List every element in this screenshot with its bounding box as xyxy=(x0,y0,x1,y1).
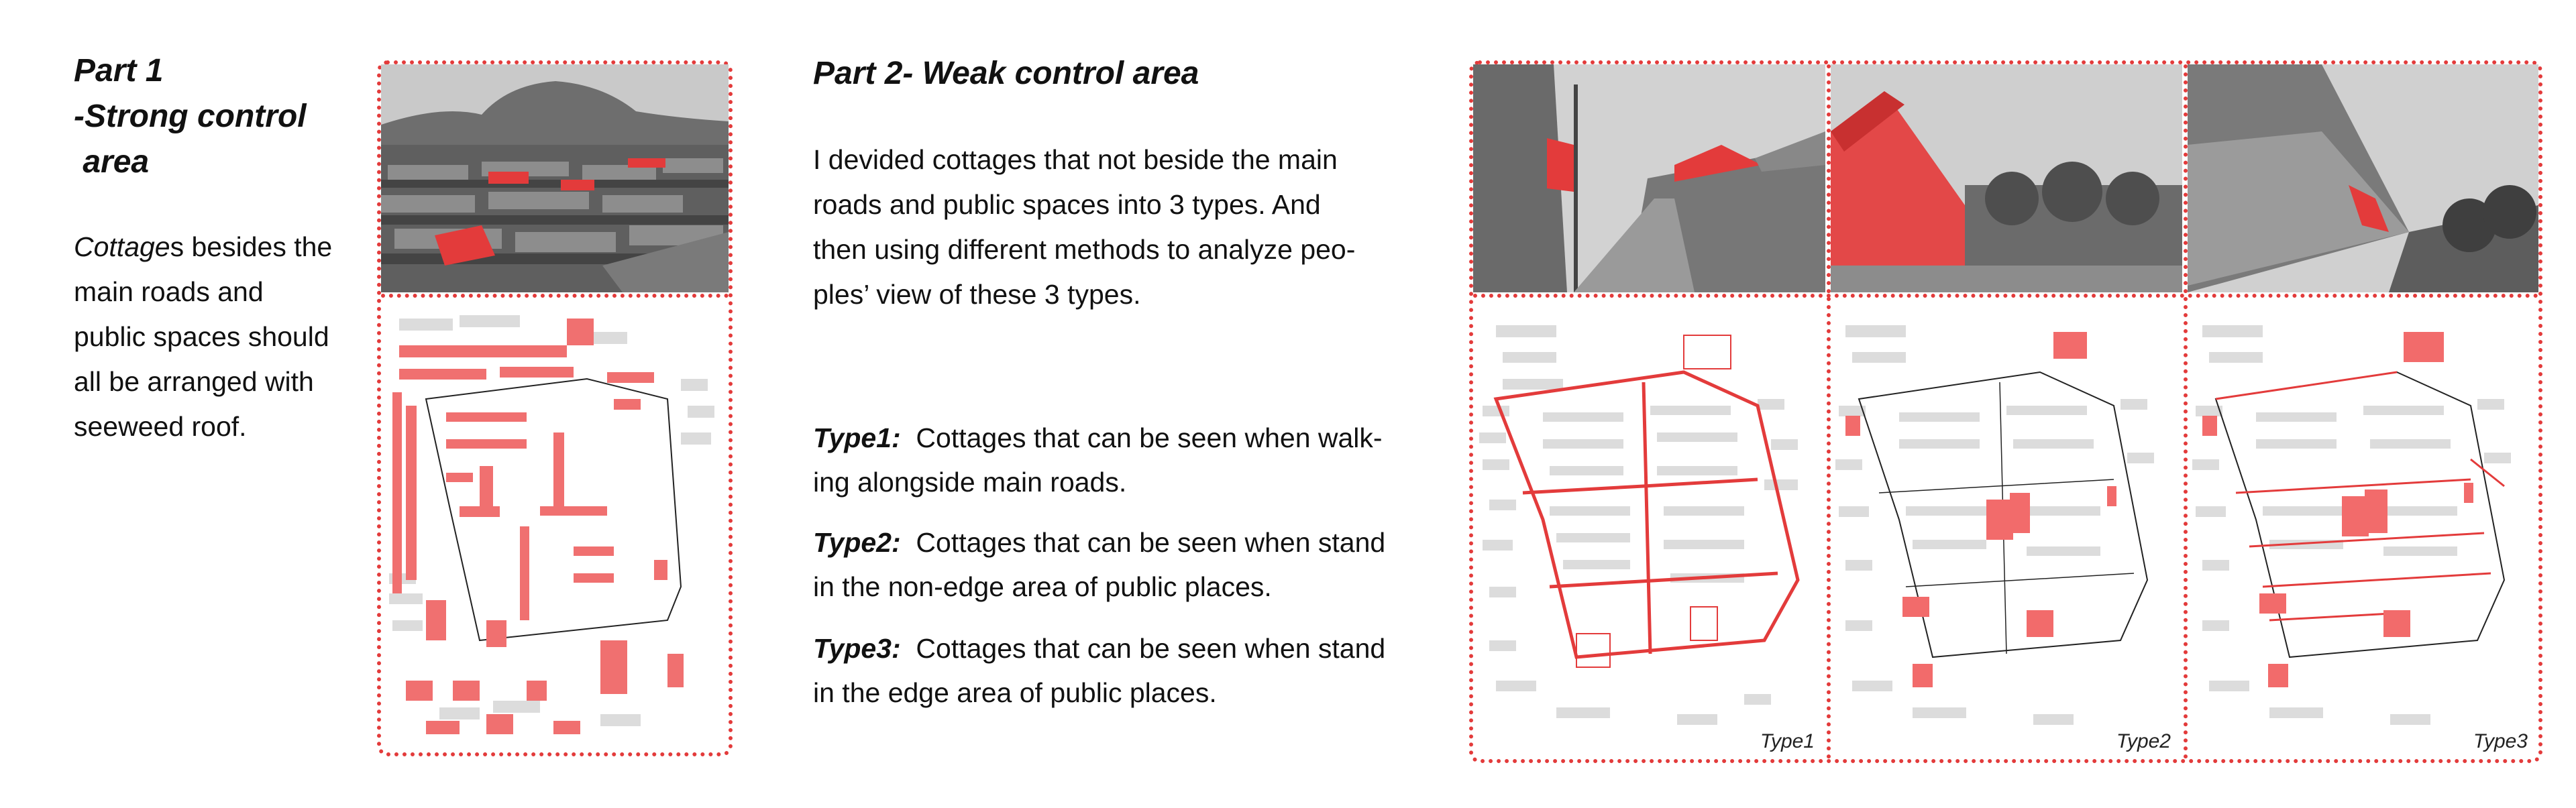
part1-desc-line: main roads and xyxy=(74,276,264,307)
part1-heading-line: -Strong control xyxy=(74,99,307,134)
part2-intro-line: I devided cottages that not beside the main xyxy=(813,144,1338,175)
part1-heading-line: area xyxy=(74,144,150,180)
part2-divider-h xyxy=(1473,294,2538,298)
type1-street-photo xyxy=(1473,64,1825,292)
part2-heading: Part 2- Weak control area xyxy=(813,56,1199,91)
part2-intro-line: ples’ view of these 3 types. xyxy=(813,279,1141,310)
type1-desc-line: ing alongside main roads. xyxy=(813,467,1127,498)
part1-desc-line: public spaces should xyxy=(74,321,329,352)
type1-label: Type1: xyxy=(813,422,901,453)
type3-desc-line: Cottages that can be seen when stand xyxy=(900,633,1386,664)
part1-aerial-photo xyxy=(381,64,729,292)
type2-description xyxy=(813,520,1385,609)
part2-intro-line: roads and public spaces into 3 types. And xyxy=(813,189,1321,220)
part2-intro xyxy=(813,137,1355,317)
type2-desc-line: Cottages that can be seen when stand xyxy=(900,527,1386,558)
type3-label: Type3: xyxy=(813,633,901,664)
part1-heading-line: Part 1 xyxy=(74,53,164,89)
part2-intro-line: then using different methods to analyze peo- xyxy=(813,234,1356,265)
part1-site-map xyxy=(386,305,724,751)
type2-label: Type2: xyxy=(813,527,901,558)
part1-description xyxy=(74,225,332,449)
type1-desc-line: Cottages that can be seen when walk- xyxy=(900,422,1383,453)
type1-panel-label: Type1 xyxy=(1760,730,1815,752)
part1-desc-line: s besides the xyxy=(170,231,333,262)
type3-desc-line: in the edge area of public places. xyxy=(813,677,1217,708)
part1-desc-italic: Cottage xyxy=(74,231,170,262)
type2-desc-line: in the non-edge area of public places. xyxy=(813,571,1272,602)
part1-desc-line: seeweed roof. xyxy=(74,411,247,442)
part1-heading xyxy=(74,48,307,185)
type3-street-photo xyxy=(2188,64,2538,292)
type3-site-map xyxy=(2189,305,2536,758)
part1-divider xyxy=(381,294,729,298)
type2-panel-label: Type2 xyxy=(2116,730,2171,752)
type3-panel-label: Type3 xyxy=(2473,730,2528,752)
type3-description xyxy=(813,626,1385,715)
part1-desc-line: all be arranged with xyxy=(74,366,314,397)
type2-site-map xyxy=(1832,305,2180,758)
type2-street-photo xyxy=(1831,64,2182,292)
type1-site-map xyxy=(1476,305,1823,758)
type1-description xyxy=(813,416,1383,504)
